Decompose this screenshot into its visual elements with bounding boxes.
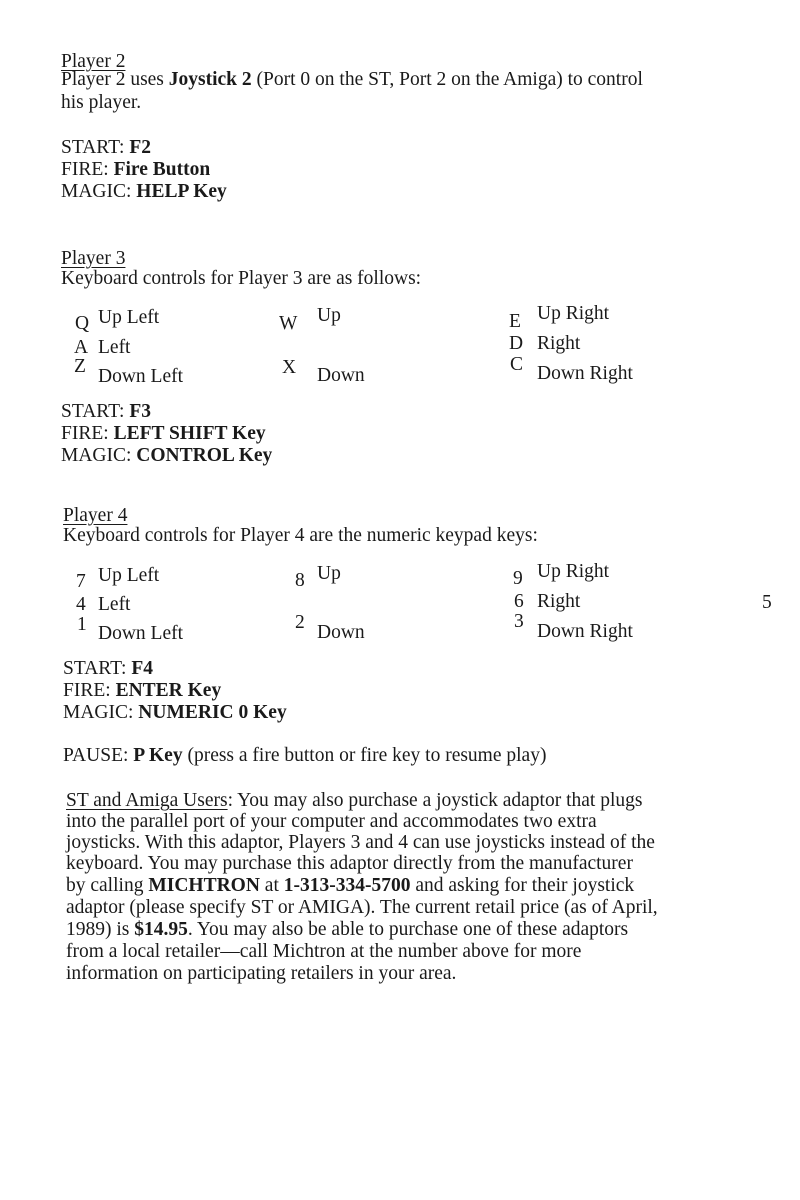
player2-magic: MAGIC: HELP Key: [61, 181, 227, 202]
player4-dir-down-left: Down Left: [98, 623, 184, 644]
st-amiga-line-8: from a local retailer—call Michtron at the number above for more: [66, 941, 582, 962]
player4-dir-left: Left: [98, 594, 131, 615]
player3-dir-down: Down: [317, 365, 365, 386]
player4-fire: FIRE: ENTER Key: [63, 680, 222, 701]
player4-start: START: F4: [63, 658, 154, 679]
player4-dir-up: Up: [317, 563, 341, 584]
player2-start: START: F2: [61, 137, 152, 158]
player2-fire: FIRE: Fire Button: [61, 159, 211, 180]
player3-key-e: E: [509, 311, 521, 332]
player4-key-9: 9: [513, 568, 523, 589]
player3-start: START: F3: [61, 401, 152, 422]
player3-key-z: Z: [74, 356, 86, 377]
player3-fire: FIRE: LEFT SHIFT Key: [61, 423, 266, 444]
player4-dir-right: Right: [537, 591, 581, 612]
page-number: 5: [762, 592, 772, 613]
player3-key-c: C: [510, 354, 524, 375]
player2-description-line2: his player.: [61, 92, 142, 113]
st-amiga-line-3: joysticks. With this adaptor, Players 3 and 4 can use joysticks instead of the: [66, 832, 655, 853]
player4-heading: Player 4: [63, 505, 128, 526]
player4-key-8: 8: [295, 570, 305, 591]
player3-key-w: W: [279, 313, 298, 334]
st-amiga-line-7: 1989) is $14.95. You may also be able to purchase one of these adaptors: [66, 919, 629, 940]
st-amiga-heading: ST and Amiga Users: [66, 790, 228, 811]
player4-dir-up-left: Up Left: [98, 565, 160, 586]
player4-key-3: 3: [514, 611, 524, 632]
player4-dir-up-right: Up Right: [537, 561, 610, 582]
st-amiga-line-4: keyboard. You may purchase this adaptor directly from the manufacturer: [66, 853, 633, 874]
player4-key-2: 2: [295, 612, 305, 633]
player3-magic: MAGIC: CONTROL Key: [61, 445, 273, 466]
player3-key-d: D: [509, 333, 524, 354]
player4-key-4: 4: [76, 594, 86, 615]
player2-description: Player 2 uses Joystick 2 (Port 0 on the ST, Port 2 on the Amiga) to control: [61, 69, 643, 90]
player4-intro: Keyboard controls for Player 4 are the numeric keypad keys:: [63, 525, 538, 546]
player4-key-1: 1: [77, 614, 87, 635]
player3-dir-down-right: Down Right: [537, 363, 633, 384]
player4-key-7: 7: [76, 571, 86, 592]
st-amiga-line-2: into the parallel port of your computer and accommodates two extra: [66, 811, 597, 832]
player3-dir-down-left: Down Left: [98, 366, 184, 387]
st-amiga-line-5: by calling MICHTRON at 1-313-334-5700 and asking for their joystick: [66, 875, 635, 896]
player3-key-x: X: [282, 357, 297, 378]
player4-dir-down: Down: [317, 622, 365, 643]
player3-dir-left: Left: [98, 337, 131, 358]
st-amiga-line-9: information on participating retailers in your area.: [66, 963, 457, 984]
player3-intro: Keyboard controls for Player 3 are as follows:: [61, 268, 422, 289]
player4-key-6: 6: [514, 591, 524, 612]
player3-dir-right: Right: [537, 333, 581, 354]
player4-dir-down-right: Down Right: [537, 621, 633, 642]
player3-dir-up-right: Up Right: [537, 303, 610, 324]
st-amiga-line-6: adaptor (please specify ST or AMIGA). The current retail price (as of April,: [66, 897, 658, 918]
player3-key-a: A: [74, 337, 89, 358]
player2-heading: Player 2: [61, 51, 126, 72]
st-amiga-line-1: ST and Amiga Users: You may also purchase a joystick adaptor that plugs: [66, 790, 643, 811]
player3-key-q: Q: [75, 313, 90, 334]
player3-dir-up-left: Up Left: [98, 307, 160, 328]
player4-magic: MAGIC: NUMERIC 0 Key: [63, 702, 287, 723]
player3-dir-up: Up: [317, 305, 341, 326]
player3-heading: Player 3: [61, 248, 126, 269]
pause-instruction: PAUSE: P Key (press a fire button or fire key to resume play): [63, 745, 547, 766]
